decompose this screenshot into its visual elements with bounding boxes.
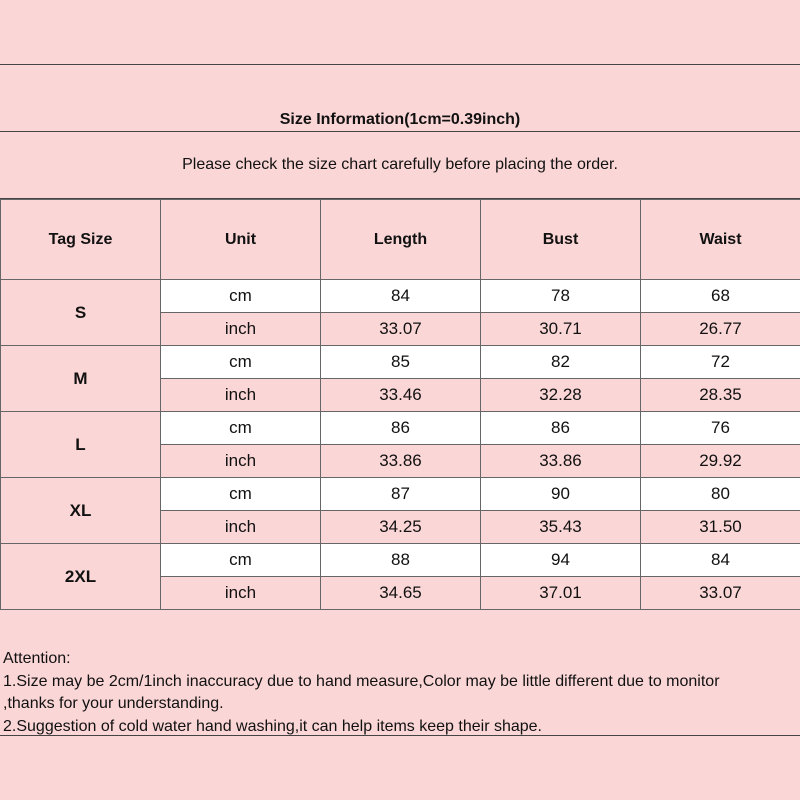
attention-heading: Attention: — [3, 650, 71, 667]
table-row — [1, 478, 800, 511]
unit-cell: cm — [161, 346, 321, 379]
unit-cell: cm — [161, 478, 321, 511]
table-row — [1, 544, 800, 577]
header-bust: Bust — [481, 200, 641, 280]
length-cell: 86 — [321, 412, 481, 445]
unit-cell: inch — [161, 379, 321, 412]
header-unit: Unit — [161, 200, 321, 280]
table-row — [1, 280, 800, 313]
unit-cell: inch — [161, 445, 321, 478]
bust-cell: 78 — [481, 280, 641, 313]
attention-line-1-continued: ,thanks for your understanding. — [3, 695, 224, 712]
bust-cell: 30.71 — [481, 313, 641, 346]
bust-cell: 90 — [481, 478, 641, 511]
table-row — [1, 412, 800, 445]
bust-cell: 37.01 — [481, 577, 641, 610]
length-cell: 34.65 — [321, 577, 481, 610]
waist-cell: 84 — [641, 544, 800, 577]
tag-size-cell: 2XL — [1, 544, 161, 610]
unit-cell: cm — [161, 544, 321, 577]
waist-cell: 72 — [641, 346, 800, 379]
waist-cell: 68 — [641, 280, 800, 313]
unit-cell: cm — [161, 412, 321, 445]
tag-size-cell: XL — [1, 478, 161, 544]
length-cell: 87 — [321, 478, 481, 511]
length-cell: 33.46 — [321, 379, 481, 412]
tag-size-cell: L — [1, 412, 161, 478]
waist-cell: 76 — [641, 412, 800, 445]
bust-cell: 82 — [481, 346, 641, 379]
unit-cell: inch — [161, 577, 321, 610]
waist-cell: 29.92 — [641, 445, 800, 478]
header-length: Length — [321, 200, 481, 280]
header-waist: Waist — [641, 200, 800, 280]
bust-cell: 35.43 — [481, 511, 641, 544]
unit-cell: inch — [161, 511, 321, 544]
waist-cell: 33.07 — [641, 577, 800, 610]
waist-cell: 80 — [641, 478, 800, 511]
bust-cell: 33.86 — [481, 445, 641, 478]
table-header-row — [1, 200, 800, 280]
waist-cell: 28.35 — [641, 379, 800, 412]
attention-line-1: 1.Size may be 2cm/1inch inaccuracy due to hand measure,Color may be little different due to monitor — [3, 672, 720, 690]
size-chart-sheet — [0, 64, 800, 736]
length-cell: 88 — [321, 544, 481, 577]
unit-cell: inch — [161, 313, 321, 346]
length-cell: 33.07 — [321, 313, 481, 346]
bust-cell: 32.28 — [481, 379, 641, 412]
waist-cell: 26.77 — [641, 313, 800, 346]
header-tag-size: Tag Size — [1, 200, 161, 280]
length-cell: 84 — [321, 280, 481, 313]
tag-size-cell: M — [1, 346, 161, 412]
waist-cell: 31.50 — [641, 511, 800, 544]
attention-line-2: 2.Suggestion of cold water hand washing,it can help items keep their shape. — [3, 717, 542, 735]
tag-size-cell: S — [1, 280, 161, 346]
length-cell: 85 — [321, 346, 481, 379]
length-cell: 34.25 — [321, 511, 481, 544]
attention-notes — [3, 648, 798, 738]
size-table — [0, 199, 800, 610]
length-cell: 33.86 — [321, 445, 481, 478]
chart-title: Size Information(1cm=0.39inch) — [0, 65, 800, 132]
unit-cell: cm — [161, 280, 321, 313]
table-row — [1, 346, 800, 379]
chart-notice: Please check the size chart carefully before placing the order. — [0, 132, 800, 199]
bust-cell: 94 — [481, 544, 641, 577]
bust-cell: 86 — [481, 412, 641, 445]
